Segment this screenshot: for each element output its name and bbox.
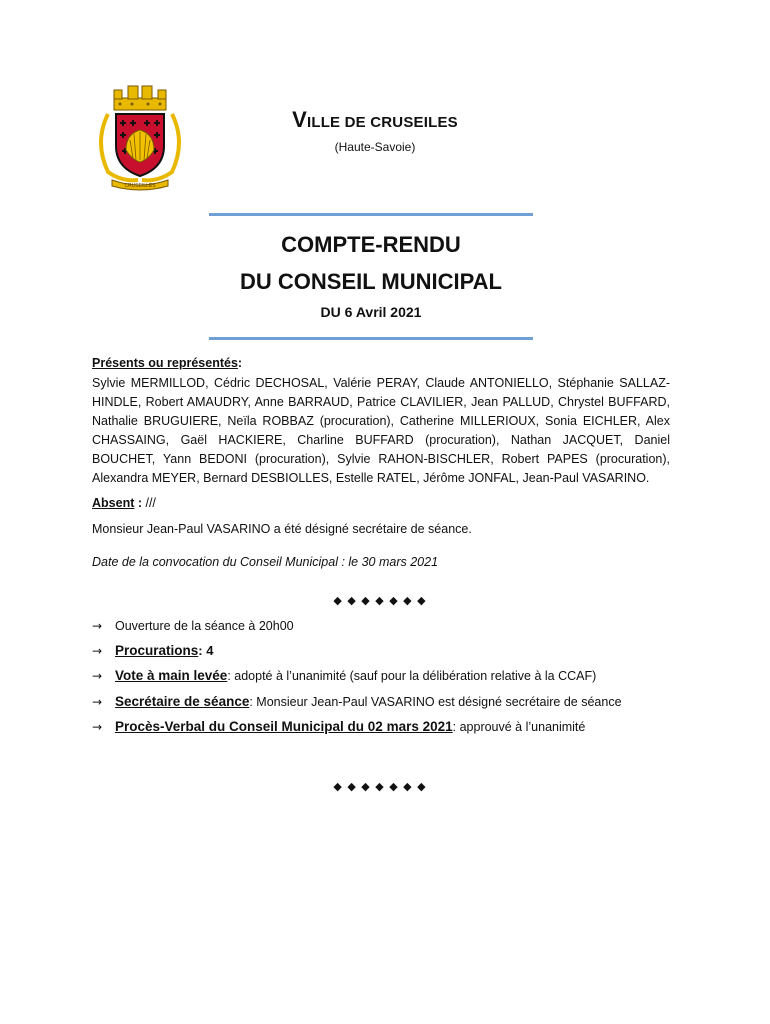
agenda-item-procurations <box>92 643 213 658</box>
agenda-item-opening <box>92 619 294 633</box>
meeting-date: DU 6 Avril 2021 <box>320 304 422 320</box>
agenda-item-value: : 4 <box>198 643 214 658</box>
agenda-item-key: Vote à main levée <box>115 668 228 683</box>
agenda-item-secretary <box>92 694 622 709</box>
separator-ornament-bottom: ◆ ◆ ◆ ◆ ◆ ◆ ◆ <box>333 780 427 793</box>
agenda-item-value: : approuvé à l’unanimité <box>452 720 586 734</box>
present-colon: : <box>237 356 243 370</box>
absent-label: Absent <box>92 496 135 510</box>
agenda-item-key: Secrétaire de séance <box>115 694 250 709</box>
convocation-date: Date de la convocation du Conseil Municipal : le 30 mars 2021 <box>92 555 439 569</box>
agenda-item-value: : adopté à l’unanimité (sauf pour la délibération relative à la CCAF) <box>227 669 597 683</box>
arrow-right-icon: → <box>92 644 103 658</box>
town-department: (Haute-Savoie) <box>334 140 416 154</box>
agenda-item-value: : Monsieur Jean-Paul VASARINO est désigné secrétaire de séance <box>249 695 622 709</box>
agenda-item-key: Procurations <box>115 643 199 658</box>
separator-ornament-top: ◆ ◆ ◆ ◆ ◆ ◆ ◆ <box>333 594 427 607</box>
arrow-right-icon: → <box>92 720 103 734</box>
town-name-initial: V <box>292 107 307 132</box>
present-label: Présents ou représentés <box>92 356 238 370</box>
agenda-item-vote <box>92 668 596 683</box>
town-crest-logo <box>92 80 188 192</box>
absent-value: /// <box>142 496 156 510</box>
document-title-line-2: DU CONSEIL MUNICIPAL <box>240 269 502 294</box>
bottom-divider-rule <box>209 337 533 340</box>
town-heading <box>250 107 500 154</box>
agenda-item-key: Procès-Verbal du Conseil Municipal du 02 mars 2021 <box>115 719 453 734</box>
secretary-sentence: Monsieur Jean-Paul VASARINO a été désigné secrétaire de séance. <box>92 522 472 536</box>
arrow-right-icon: → <box>92 619 103 633</box>
present-members-list: Sylvie MERMILLOD, Cédric DECHOSAL, Valérie PERAY, Claude ANTONIELLO, Stéphanie SALLAZ-HINDLE, Robert AMAUDRY, Anne BARRAUD, Patrice CLAVILIER, Jean PALLUD, Chrystel BUFFARD, Nathalie BRUGUIERE, Neïla ROBBAZ (procuration), Catherine MILLERIOUX, Sonia EICHLER, Alex CHASSAING, Gaël HACKIERE, Charline BUFFARD (procuration), Nathan JACQUET, Daniel BOUCHET, Yann BEDONI (procuration), Sylvie RAHON-BISCHLER, Robert PAPES (procuration), Alexandra MEYER, Bernard DESBIOLLES, Estelle RATEL, Jérôme JONFAL, Jean-Paul VASARINO. <box>92 376 670 485</box>
town-name-rest: ILLE DE CRUSEILES <box>306 114 458 131</box>
arrow-right-icon: → <box>92 695 103 709</box>
svg-text:CRUSEILLES: CRUSEILLES <box>124 183 156 189</box>
absent-line <box>92 496 156 510</box>
document-title-line-1: COMPTE-RENDU <box>281 232 461 257</box>
agenda-item-minutes <box>92 719 585 734</box>
top-divider-rule <box>209 213 533 216</box>
absent-colon: : <box>134 496 143 510</box>
present-heading <box>92 356 242 370</box>
town-name <box>250 107 500 133</box>
agenda-item-value: Ouverture de la séance à 20h00 <box>115 619 294 633</box>
arrow-right-icon: → <box>92 669 103 683</box>
